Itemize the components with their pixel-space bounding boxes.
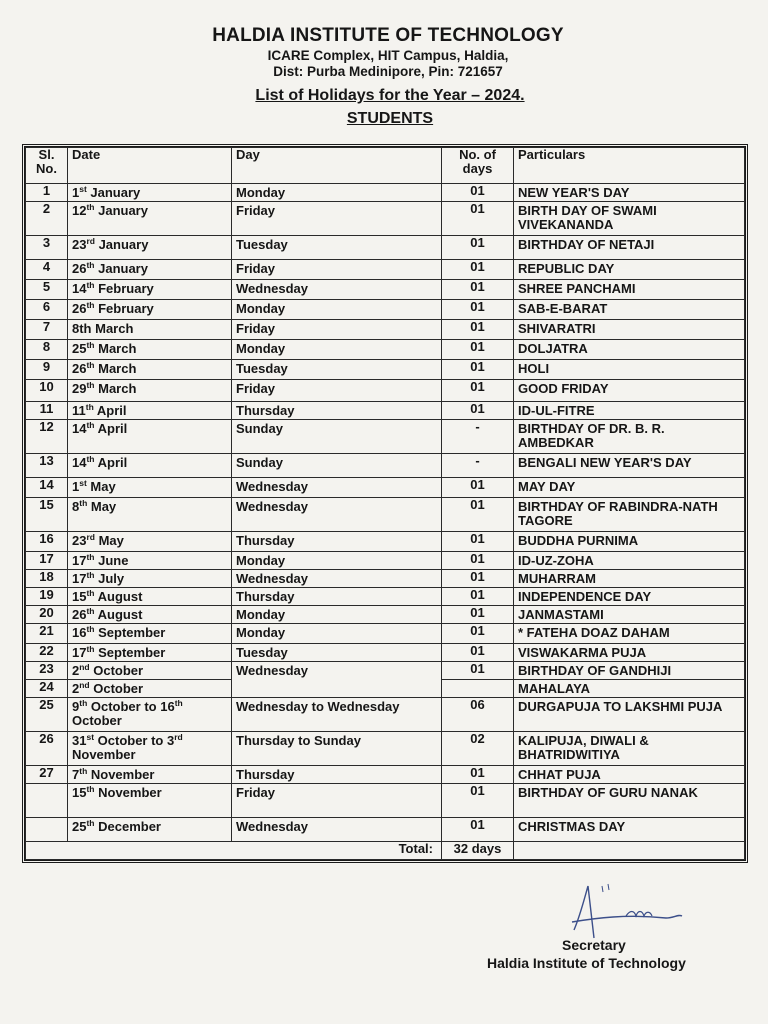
date-part-rest: June — [94, 553, 129, 568]
date-part-sup2: rd — [174, 732, 183, 742]
cell-no-of-days — [442, 680, 514, 698]
signatory-organization: Haldia Institute of Technology — [487, 955, 686, 971]
date-part-date: 12 — [72, 203, 87, 218]
cell-day: Monday — [232, 624, 442, 644]
cell-no-of-days: 01 — [442, 818, 514, 842]
cell-date — [68, 202, 232, 236]
cell-particulars: BIRTHDAY OF DR. B. R. AMBEDKAR — [514, 420, 745, 454]
cell-particulars: BENGALI NEW YEAR'S DAY — [514, 454, 745, 478]
cell-particulars: ID-UL-FITRE — [514, 402, 745, 420]
cell-day: Tuesday — [232, 644, 442, 662]
cell-particulars: GOOD FRIDAY — [514, 380, 745, 402]
date-part-rest: January — [94, 261, 148, 276]
cell-sl-no: 18 — [26, 570, 68, 588]
cell-no-of-days: 01 — [442, 402, 514, 420]
cell-no-of-days: 01 — [442, 766, 514, 784]
holiday-rows — [26, 184, 745, 860]
date-part-date: 14 — [72, 455, 87, 470]
cell-sl-no: 19 — [26, 588, 68, 606]
date-part-sup: rd — [86, 532, 95, 542]
cell-sl-no: 5 — [26, 280, 68, 300]
holiday-table-frame — [22, 144, 748, 863]
col-header-date: Date — [68, 148, 232, 184]
date-part-date: 15 — [72, 785, 87, 800]
date-part-rest: February — [94, 281, 154, 296]
cell-particulars: DURGAPUJA TO LAKSHMI PUJA — [514, 698, 745, 732]
cell-date — [68, 320, 232, 340]
date-part-rest: May — [87, 499, 117, 514]
total-empty — [514, 842, 745, 860]
cell-day: Monday — [232, 184, 442, 202]
date-part-date: 14 — [72, 421, 87, 436]
cell-no-of-days: 01 — [442, 784, 514, 818]
date-part-sup: th — [86, 380, 95, 390]
cell-sl-no — [26, 784, 68, 818]
cell-sl-no: 6 — [26, 300, 68, 320]
date-part-rest: January — [86, 185, 141, 200]
cell-no-of-days: 01 — [442, 478, 514, 498]
col-header-day: Day — [232, 148, 442, 184]
date-part-sup: rd — [86, 236, 95, 246]
date-part-rest2: November — [72, 747, 136, 762]
cell-day: Friday — [232, 260, 442, 280]
date-part-sup: th — [86, 420, 95, 430]
date-part-rest: August — [94, 589, 143, 604]
cell-day: Friday — [232, 784, 442, 818]
document-header — [0, 24, 768, 129]
date-part-date: 14 — [72, 281, 87, 296]
table-row — [26, 402, 745, 420]
cell-day: Monday — [232, 552, 442, 570]
cell-particulars: SHREE PANCHAMI — [514, 280, 745, 300]
date-part-sup2: th — [174, 698, 183, 708]
date-part-rest: April — [94, 455, 128, 470]
cell-day: Tuesday — [232, 360, 442, 380]
cell-day: Wednesday — [232, 478, 442, 498]
cell-day: Wednesday — [232, 818, 442, 842]
cell-sl-no: 7 — [26, 320, 68, 340]
date-part-date: 8th March — [72, 321, 134, 336]
cell-date — [68, 402, 232, 420]
table-row — [26, 236, 745, 260]
total-row — [26, 842, 745, 860]
cell-day: Friday — [232, 202, 442, 236]
cell-date — [68, 420, 232, 454]
cell-no-of-days: 01 — [442, 320, 514, 340]
cell-no-of-days: 01 — [442, 532, 514, 552]
signatory-designation: Secretary — [562, 937, 626, 953]
date-part-date: 7 — [72, 767, 80, 782]
cell-sl-no: 16 — [26, 532, 68, 552]
cell-no-of-days: 01 — [442, 624, 514, 644]
cell-no-of-days: 01 — [442, 184, 514, 202]
cell-sl-no: 24 — [26, 680, 68, 698]
cell-no-of-days: 01 — [442, 570, 514, 588]
table-row — [26, 260, 745, 280]
cell-date — [68, 340, 232, 360]
cell-date — [68, 588, 232, 606]
date-part-date: 1 — [72, 479, 80, 494]
date-part-rest: September — [94, 625, 166, 640]
table-row — [26, 280, 745, 300]
cell-particulars: JANMASTAMI — [514, 606, 745, 624]
cell-no-of-days: 01 — [442, 340, 514, 360]
cell-day: Wednesday — [232, 570, 442, 588]
date-part-sup: th — [86, 260, 95, 270]
date-part-sup: th — [86, 360, 95, 370]
cell-date — [68, 380, 232, 402]
cell-no-of-days: 01 — [442, 360, 514, 380]
cell-sl-no: 14 — [26, 478, 68, 498]
date-part-date: 15 — [72, 589, 87, 604]
table-row — [26, 662, 745, 680]
date-part-date: 1 — [72, 185, 80, 200]
date-part-rest: October — [89, 663, 144, 678]
cell-no-of-days: 02 — [442, 732, 514, 766]
cell-sl-no: 21 — [26, 624, 68, 644]
audience-title: STUDENTS — [346, 110, 434, 127]
cell-date — [68, 680, 232, 698]
cell-day: Wednesday — [232, 280, 442, 300]
cell-particulars: NEW YEAR'S DAY — [514, 184, 745, 202]
table-row — [26, 360, 745, 380]
date-part-rest: January — [94, 237, 149, 252]
date-part-sup: th — [85, 402, 94, 412]
cell-no-of-days: 01 — [442, 380, 514, 402]
date-part-rest: May — [86, 479, 116, 494]
cell-particulars: VISWAKARMA PUJA — [514, 644, 745, 662]
cell-no-of-days: 01 — [442, 260, 514, 280]
cell-sl-no: 3 — [26, 236, 68, 260]
cell-sl-no: 22 — [26, 644, 68, 662]
date-part-date: 2 — [72, 663, 80, 678]
cell-day: Sunday — [232, 454, 442, 478]
cell-day: Sunday — [232, 420, 442, 454]
date-part-sup: th — [86, 552, 95, 562]
cell-date — [68, 236, 232, 260]
cell-date — [68, 570, 232, 588]
cell-particulars: ID-UZ-ZOHA — [514, 552, 745, 570]
cell-no-of-days: 01 — [442, 300, 514, 320]
cell-date — [68, 698, 232, 732]
cell-day: Wednesday to Wednesday — [232, 698, 442, 732]
date-part-date: 16 — [72, 625, 87, 640]
cell-date — [68, 478, 232, 498]
date-part-sup: th — [79, 698, 88, 708]
cell-particulars: HOLI — [514, 360, 745, 380]
date-part-date: 11 — [72, 403, 86, 418]
date-part-sup: th — [86, 570, 95, 580]
table-row — [26, 300, 745, 320]
date-part-rest: September — [94, 645, 166, 660]
date-part-sup: st — [79, 184, 87, 194]
cell-no-of-days: 01 — [442, 662, 514, 680]
total-blank — [26, 842, 232, 860]
cell-sl-no: 17 — [26, 552, 68, 570]
cell-day: Thursday — [232, 532, 442, 552]
date-part-rest: November — [94, 785, 162, 800]
cell-particulars: BIRTHDAY OF NETAJI — [514, 236, 745, 260]
cell-particulars: KALIPUJA, DIWALI & BHATRIDWITIYA — [514, 732, 745, 766]
date-part-rest: April — [93, 403, 127, 418]
cell-particulars: * FATEHA DOAZ DAHAM — [514, 624, 745, 644]
col-header-days: No. of days — [442, 148, 514, 184]
cell-no-of-days: 01 — [442, 202, 514, 236]
date-part-sup: th — [79, 498, 88, 508]
list-title: List of Holidays for the Year – 2024. — [255, 87, 525, 104]
date-part-sup: th — [86, 340, 95, 350]
date-part-date: 26 — [72, 361, 87, 376]
date-part-sup: th — [86, 784, 95, 794]
cell-particulars: CHHAT PUJA — [514, 766, 745, 784]
date-part-sup: th — [86, 588, 95, 598]
table-row — [26, 570, 745, 588]
cell-day: Monday — [232, 606, 442, 624]
cell-particulars: SHIVARATRI — [514, 320, 745, 340]
cell-sl-no: 1 — [26, 184, 68, 202]
date-part-sup: th — [86, 644, 95, 654]
cell-date — [68, 260, 232, 280]
date-part-date: 26 — [72, 607, 87, 622]
cell-particulars: MUHARRAM — [514, 570, 745, 588]
cell-no-of-days: - — [442, 420, 514, 454]
table-row — [26, 202, 745, 236]
cell-particulars: BIRTH DAY OF SWAMI VIVEKANANDA — [514, 202, 745, 236]
cell-no-of-days: 01 — [442, 236, 514, 260]
date-part-sup: th — [86, 300, 95, 310]
table-row — [26, 380, 745, 402]
cell-date — [68, 454, 232, 478]
cell-no-of-days: 01 — [442, 280, 514, 300]
cell-sl-no: 23 — [26, 662, 68, 680]
table-row — [26, 420, 745, 454]
cell-date — [68, 552, 232, 570]
date-part-date: 8 — [72, 499, 80, 514]
cell-sl-no — [26, 818, 68, 842]
date-part-date: 29 — [72, 381, 87, 396]
cell-day: Tuesday — [232, 236, 442, 260]
cell-sl-no: 25 — [26, 698, 68, 732]
table-row — [26, 184, 745, 202]
table-row — [26, 606, 745, 624]
cell-sl-no: 10 — [26, 380, 68, 402]
cell-date — [68, 624, 232, 644]
date-part-date: 23 — [72, 237, 87, 252]
cell-particulars: MAY DAY — [514, 478, 745, 498]
cell-no-of-days: 06 — [442, 698, 514, 732]
cell-sl-no: 13 — [26, 454, 68, 478]
cell-no-of-days: 01 — [442, 606, 514, 624]
table-row — [26, 320, 745, 340]
cell-particulars: REPUBLIC DAY — [514, 260, 745, 280]
cell-date — [68, 766, 232, 784]
date-part-date: 31 — [72, 733, 87, 748]
cell-day: Thursday — [232, 588, 442, 606]
cell-sl-no: 27 — [26, 766, 68, 784]
cell-sl-no: 11 — [26, 402, 68, 420]
cell-date — [68, 732, 232, 766]
date-part-date: 25 — [72, 341, 87, 356]
cell-date — [68, 818, 232, 842]
cell-no-of-days: 01 — [442, 552, 514, 570]
date-part-date: 9 — [72, 699, 80, 714]
date-part-sup: th — [86, 454, 95, 464]
table-row — [26, 478, 745, 498]
date-part-rest: July — [94, 571, 125, 586]
date-part-rest: November — [87, 767, 155, 782]
date-part-sup: st — [86, 732, 95, 742]
cell-date — [68, 606, 232, 624]
date-part-rest: October — [89, 681, 144, 696]
cell-day: Monday — [232, 300, 442, 320]
table-row — [26, 588, 745, 606]
table-row — [26, 624, 745, 644]
table-row — [26, 698, 745, 732]
date-part-sup: th — [79, 766, 88, 776]
date-part-rest: October to 3 — [94, 733, 175, 748]
cell-sl-no: 26 — [26, 732, 68, 766]
cell-no-of-days: 01 — [442, 498, 514, 532]
date-part-date: 26 — [72, 301, 87, 316]
cell-date — [68, 532, 232, 552]
date-part-rest2: October — [72, 713, 122, 728]
cell-date — [68, 360, 232, 380]
cell-date — [68, 300, 232, 320]
cell-particulars: CHRISTMAS DAY — [514, 818, 745, 842]
cell-no-of-days: 01 — [442, 644, 514, 662]
table-row — [26, 818, 745, 842]
table-row — [26, 532, 745, 552]
cell-date — [68, 498, 232, 532]
cell-date — [68, 644, 232, 662]
date-part-sup: nd — [79, 680, 90, 690]
institute-name: HALDIA INSTITUTE OF TECHNOLOGY — [212, 25, 564, 46]
date-part-sup: st — [79, 478, 87, 488]
cell-day: Wednesday — [232, 498, 442, 532]
cell-sl-no: 2 — [26, 202, 68, 236]
total-value: 32 days — [442, 842, 514, 860]
table-row — [26, 784, 745, 818]
date-part-sup: th — [86, 624, 95, 634]
total-label: Total: — [232, 842, 442, 860]
col-header-sl: Sl. No. — [26, 148, 68, 184]
cell-no-of-days: 01 — [442, 588, 514, 606]
date-part-date: 26 — [72, 261, 87, 276]
date-part-sup: th — [86, 606, 95, 616]
cell-sl-no: 4 — [26, 260, 68, 280]
date-part-date: 2 — [72, 681, 80, 696]
cell-particulars: BIRTHDAY OF GURU NANAK — [514, 784, 745, 818]
date-part-rest: April — [94, 421, 128, 436]
cell-date — [68, 280, 232, 300]
col-header-particulars: Particulars — [514, 148, 745, 184]
cell-particulars: BIRTHDAY OF RABINDRA-NATH TAGORE — [514, 498, 745, 532]
date-part-date: 25 — [72, 819, 87, 834]
table-row — [26, 644, 745, 662]
date-part-sup: nd — [79, 662, 90, 672]
date-part-sup: th — [86, 202, 95, 212]
cell-sl-no: 20 — [26, 606, 68, 624]
cell-particulars: BUDDHA PURNIMA — [514, 532, 745, 552]
cell-day: Thursday to Sunday — [232, 732, 442, 766]
cell-sl-no: 15 — [26, 498, 68, 532]
table-row — [26, 498, 745, 532]
date-part-sup: th — [86, 818, 95, 828]
cell-sl-no: 12 — [26, 420, 68, 454]
date-part-rest: January — [94, 203, 148, 218]
cell-particulars: SAB-E-BARAT — [514, 300, 745, 320]
cell-day: Friday — [232, 320, 442, 340]
table-row — [26, 732, 745, 766]
cell-particulars: DOLJATRA — [514, 340, 745, 360]
date-part-rest: October to 16 — [87, 699, 175, 714]
cell-particulars: BIRTHDAY OF GANDHIJI — [514, 662, 745, 680]
cell-date — [68, 784, 232, 818]
cell-day: Friday — [232, 380, 442, 402]
date-part-date: 17 — [72, 645, 87, 660]
address-line-1: ICARE Complex, HIT Campus, Haldia, — [267, 48, 509, 63]
date-part-rest: March — [94, 341, 137, 356]
date-part-date: 17 — [72, 553, 87, 568]
date-part-date: 23 — [72, 533, 87, 548]
date-part-date: 17 — [72, 571, 87, 586]
date-part-rest: May — [94, 533, 124, 548]
cell-date — [68, 662, 232, 680]
date-part-sup: th — [86, 280, 95, 290]
date-part-rest: February — [94, 301, 154, 316]
table-row — [26, 454, 745, 478]
cell-no-of-days: - — [442, 454, 514, 478]
cell-particulars: MAHALAYA — [514, 680, 745, 698]
date-part-rest: December — [94, 819, 161, 834]
address-line-2: Dist: Purba Medinipore, Pin: 721657 — [273, 64, 503, 79]
cell-sl-no: 9 — [26, 360, 68, 380]
cell-day: Thursday — [232, 766, 442, 784]
table-row — [26, 552, 745, 570]
cell-particulars: INDEPENDENCE DAY — [514, 588, 745, 606]
date-part-rest: August — [94, 607, 143, 622]
cell-date — [68, 184, 232, 202]
cell-day: Wednesday — [232, 662, 442, 698]
holiday-table — [25, 147, 745, 860]
cell-day: Thursday — [232, 402, 442, 420]
table-row — [26, 766, 745, 784]
date-part-rest: March — [94, 381, 137, 396]
table-row — [26, 340, 745, 360]
cell-sl-no: 8 — [26, 340, 68, 360]
cell-day: Monday — [232, 340, 442, 360]
date-part-rest: March — [94, 361, 137, 376]
